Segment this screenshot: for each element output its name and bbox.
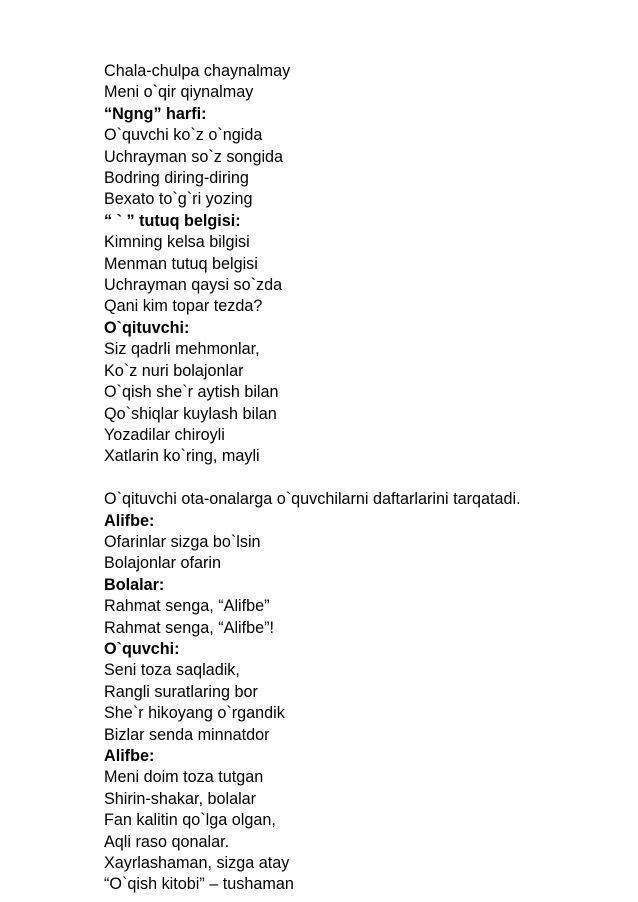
text-line: O`qish she`r aytish bilan xyxy=(104,383,279,402)
text-line: Ko`z nuri bolajonlar xyxy=(104,361,244,380)
text-line: O`quvchi ko`z o`ngida xyxy=(104,126,263,145)
speaker-heading: O`quvchi: xyxy=(104,639,180,658)
text-line: “O`qish kitobi” – tushaman xyxy=(104,875,294,894)
text-line: Bizlar senda minnatdor xyxy=(104,725,270,744)
text-line: Uchrayman qaysi so`zda xyxy=(104,276,283,295)
text-line: Rahmat senga, “Alifbe”! xyxy=(104,618,275,637)
text-line: Seni toza saqladik, xyxy=(104,661,240,680)
text-line: Fan kalitin qo`lga olgan, xyxy=(104,811,276,830)
document-body xyxy=(104,61,604,896)
text-line: Shirin-shakar, bolalar xyxy=(104,789,257,808)
text-line: Rahmat senga, “Alifbe” xyxy=(104,597,270,616)
text-line: Siz qadrli mehmonlar, xyxy=(104,340,260,359)
text-line: Kimning kelsa bilgisi xyxy=(104,233,250,252)
speaker-heading: Alifbe: xyxy=(104,746,155,765)
speaker-heading: O`qituvchi: xyxy=(104,318,190,337)
text-line: Meni doim toza tutgan xyxy=(104,768,264,787)
text-line: Yozadilar chiroyli xyxy=(104,425,225,444)
text-line: Bexato to`g`ri yozing xyxy=(104,190,253,209)
speaker-heading: “Ngng” harfi: xyxy=(104,104,207,123)
text-line: Meni o`qir qiynalmay xyxy=(104,83,254,102)
text-line: Bolajonlar ofarin xyxy=(104,554,221,573)
text-line: Xatlarin ko`ring, mayli xyxy=(104,447,260,466)
text-line: Qani kim topar tezda? xyxy=(104,297,263,316)
text-line: Menman tutuq belgisi xyxy=(104,254,258,273)
speaker-heading: Alifbe: xyxy=(104,511,155,530)
text-line: O`qituvchi ota-onalarga o`quvchilarni daftarlarini tarqatadi. xyxy=(104,490,521,509)
text-line: Ofarinlar sizga bo`lsin xyxy=(104,532,261,551)
text-line: Bodring diring-diring xyxy=(104,169,249,188)
text-line: Xayrlashaman, sizga atay xyxy=(104,854,290,873)
text-line: Uchrayman so`z songida xyxy=(104,147,284,166)
speaker-heading: Bolalar: xyxy=(104,575,165,594)
text-line: She`r hikoyang o`rgandik xyxy=(104,704,285,723)
speaker-heading: “ ` ” tutuq belgisi: xyxy=(104,211,241,230)
text-line: Aqli raso qonalar. xyxy=(104,832,230,851)
blank-line xyxy=(104,468,604,489)
text-line: Chala-chulpa chaynalmay xyxy=(104,62,291,80)
text-line: Rangli suratlaring bor xyxy=(104,682,258,701)
text-line: Qo`shiqlar kuylash bilan xyxy=(104,404,277,423)
